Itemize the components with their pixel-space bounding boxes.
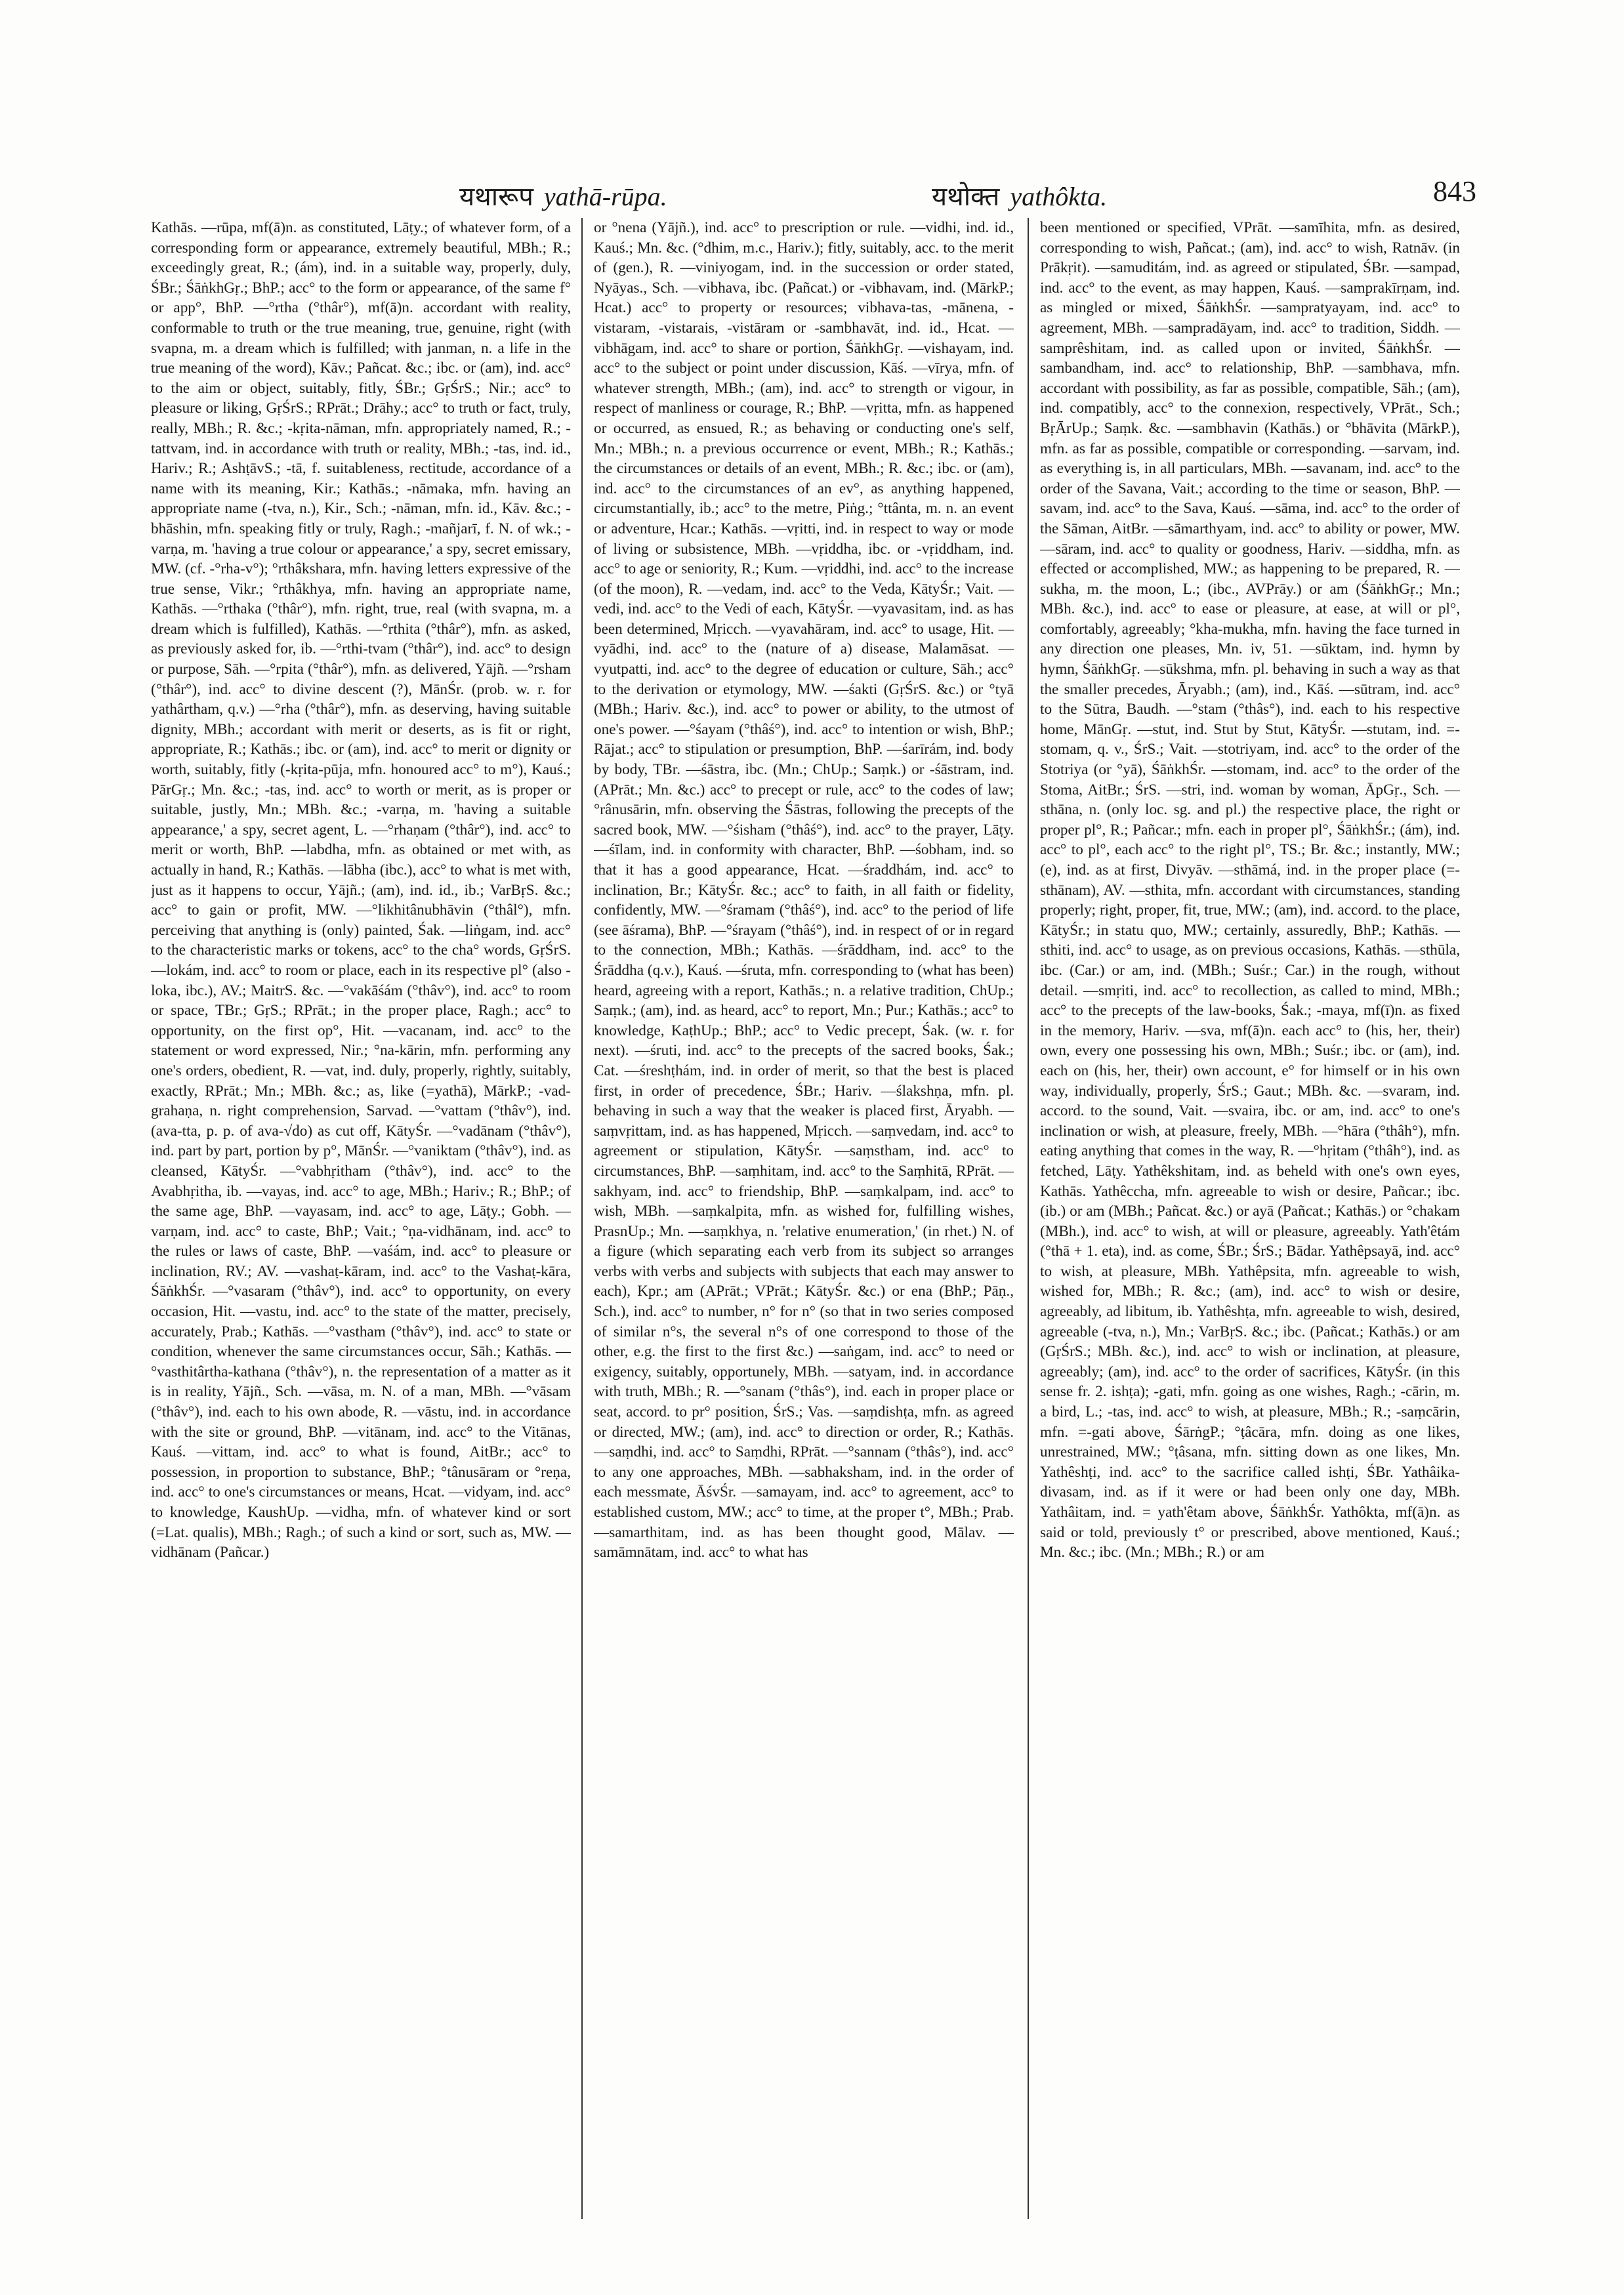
page-number: 843 [1433, 175, 1476, 207]
column-2 [594, 218, 1014, 2232]
column-divider [1028, 218, 1029, 2219]
column-divider [581, 218, 583, 2219]
column-3-text: been mentioned or specified, VPrāt. —samīhita, mfn. as desired, corresponding to wish, Pañcat.; (am), ind. acc° to wish, Ratnāv. (in Prākṛit). —samuditám, ind. as agreed or stipulated, ŚBr. —sampad, ind. acc° to the event, as may happen, Kauś. —samprakīrṇam, ind. as mingled or mixed, ŚāṅkhŚr. —sampratyayam, ind. acc° to agreement, MBh. —sampradāyam, ind. acc° to tradition, Siddh. —samprêshitam, ind. as called upon or invited, ŚāṅkhŚr. —sambandham, ind. acc° to relationship, BhP. —sambhava, mfn. accordant with possibility, as far as possible, compatible, Sāh.; (am), ind. compatibly, acc° to the connexion, respectively, VPrāt., Sch.; BṛĀrUp.; Saṃk. &c. —sambhavin (Kathās.) or °bhāvita (MārkP.), mfn. as far as possible, compatible or corresponding. —sarvam, ind. as everything is, in all particulars, MBh. —savanam, ind. acc° to the order of the Savana, Vait.; according to the time or season, BhP. —savam, ind. acc° to the Sava, Kauś. —sāma, ind. acc° to the order of the Sāman, AitBr. —sāmarthyam, ind. acc° to ability or power, MW. —sāram, ind. acc° to quality or goodness, Hariv. —siddha, mfn. as effected or accomplished, MW.; as happening to be prepared, R. —sukha, m. the moon, L.; (ibc., AVPrāy.) or am (ŚāṅkhGṛ.; Mn.; MBh. &c.), ind. acc° to ease or pleasure, at ease, at will or pl°, comfortably, agreeably; °kha-mukha, mfn. having the face turned in any direction one pleases, Mn. iv, 51. —sūktam, ind. hymn by hymn, ŚāṅkhGṛ. —sūkshma, mfn. pl. behaving in such a way as that the smaller precedes, Āryabh.; (am), ind., Kāś. —sūtram, ind. acc° to the Sūtra, Baudh. —°stam (°thâs°), ind. each to his respective home, MānGṛ. —stut, ind. Stut by Stut, KātyŚr. —stutam, ind. =-stomam, q. v., ŚrS.; Vait. —stotriyam, ind. acc° to the order of the Stotriya (or °yā), ŚāṅkhŚr. —stomam, ind. acc° to the order of the Stoma, AitBr.; ŚrS. —stri, ind. woman by woman, ĀpGṛ., Sch. —sthāna, n. (only loc. sg. and pl.) the respective place, the right or proper pl°, R.; Pañcar.; mfn. each in proper pl°, ŚāṅkhŚr.; (ám), ind. acc° to pl°, each acc° to the right pl°, TS.; Br. &c.; instantly, MW.; (e), ind. as at first, Divyāv. —sthāmá, ind. in the proper place (=-sthānam), AV. —sthita, mfn. accordant with circumstances, standing properly; right, proper, fit, true, MW.; (am), ind. accord. to the place, KātyŚr.; in statu quo, MW.; certainly, assuredly, BhP.; Kathās. —sthiti, ind. acc° to usage, as on previous occasions, Kathās. —sthūla, ibc. (Car.) or am, ind. (MBh.; Suśr.; Car.) in the rough, without detail. —smṛiti, ind. acc° to recollection, as called to mind, MBh.; acc° to the precepts of the law-books, Śak.; -maya, mf(ī)n. as fixed in the memory, Hariv. —sva, mf(ā)n. each acc° to (his, her, their) own, every one possessing his own, MBh.; Suśr.; ibc. or (am), ind. each on (his, her, their) own account, e° for himself or in his own way, individually, properly, ŚrS.; Gaut.; MBh. &c. —svaram, ind. accord. to the sound, Vait. —svaira, ibc. or am, ind. acc° to one's inclination or wish, at pleasure, freely, MBh. —°hāra (°thâh°), mfn. eating anything that comes in the way, R. —°hṛitam (°thâh°), ind. as fetched, Lāṭy. Yathêkshitam, ind. as beheld with one's own eyes, Kathās. Yathêccha, mfn. agreeable to wish or desire, Pañcar.; ibc. (ib.) or am (MBh.; Pañcat. &c.) or ayā (Pañcat.; Kathās.) or °chakam (MBh.), ind. acc° to wish, at will or pleasure, agreeably. Yath'êtám (°thā + 1. eta), ind. as come, ŚBr.; ŚrS.; Bādar. Yathêpsayā, ind. acc° to wish, at pleasure, MBh. Yathêpsita, mfn. agreeable to wish, wished for, MBh.; R. &c.; (am), ind. acc° to wish or desire, agreeably, ad libitum, ib. Yathêshṭa, mfn. agreeable to wish, desired, agreeable (-tva, n.), Mn.; VarBṛS. &c.; ibc. (Pañcat.; Kathās.) or am (GṛŚrS.; MBh. &c.), ind. acc° to wish or inclination, at pleasure, agreeably; (am), ind. acc° to the order of sacrifices, KātyŚr. (in this sense fr. 2. ishṭa); -gati, mfn. going as one wishes, Ragh.; -cārin, m. a bird, L.; -tas, ind. acc° to wish, at pleasure, MBh.; R.; -saṃcārin, mfn. =-gati above, ŚārṅgP.; °ṭâcāra, mfn. doing as one likes, unrestrained, MW.; °ṭâsana, mfn. sitting down as one likes, Mn. Yathêshṭi, ind. acc° to the sacrifice called ishṭi, ŚBr. Yathâika-divasam, ind. as if it were or had been only one day, MBh. Yathâitam, ind. = yath'êtam above, ŚāṅkhŚr. Yathôkta, mf(ā)n. as said or told, previously t° or prescribed, above mentioned, Kauś.; Mn. &c.; ibc. (Mn.; MBh.; R.) or am [1040, 219, 1460, 1561]
left-headword [459, 177, 667, 213]
column-2-text: or °nena (Yājñ.), ind. acc° to prescription or rule. —vidhi, ind. id., Kauś.; Mn. &c. (°dhim, m.c., Hariv.); fitly, suitably, acc. to the merit of (gen.), R. —viniyogam, ind. in the succession or order stated, Nyāyas., Sch. —vibhava, ibc. (Pañcat.) or -vibhavam, ind. (MārkP.; Hcat.) acc° to property or resources; vibhava-tas, -mānena, -vistaram, -vistarais, -vistāram or -sambhavāt, ind. id., Hcat. —vibhāgam, ind. acc° to share or portion, ŚāṅkhGṛ. —vishayam, ind. acc° to the subject or point under discussion, Kāś. —vīrya, mfn. of whatever strength, MBh.; (am), ind. acc° to strength or vigour, in respect of manliness or courage, R.; BhP. —vṛitta, mfn. as happened or occurred, as ensued, R.; as behaving or conducting one's self, Mn.; MBh.; n. a previous occurrence or event, MBh.; R.; Kathās.; the circumstances or details of an event, MBh.; R. &c.; ibc. or (am), ind. acc° to the circumstances of an ev°, as anything happened, circumstantially, ib.; acc° to the metre, Piṅg.; °ttânta, m. n. an event or adventure, Hcar.; Kathās. —vṛitti, ind. in respect to way or mode of living or subsistence, MBh. —vṛiddha, ibc. or -vṛiddham, ind. acc° to age or seniority, R.; Kum. —vṛiddhi, ind. acc° to the increase (of the moon), R. —vedam, ind. acc° to the Veda, KātyŚr.; Vait. —vedi, ind. acc° to the Vedi of each, KātyŚr. —vyavasitam, ind. as has been determined, Mṛicch. —vyavahāram, ind. acc° to usage, Hit. —vyādhi, ind. acc° to the (nature of a) disease, Malamāsat. —vyutpatti, ind. acc° to the degree of education or culture, Sāh.; acc° to the derivation or etymology, MW. —śakti (GṛŚrS. &c.) or °tyā (MBh.; Hariv. &c.), ind. acc° to power or ability, to the utmost of one's power. —°śayam (°thâś°), ind. acc° to intention or wish, BhP.; Rājat.; acc° to stipulation or presumption, BhP. —śarīrám, ind. body by body, TBr. —śāstra, ibc. (Mn.; ChUp.; Saṃk.) or -śāstram, ind. (APrāt.; Mn. &c.) acc° to precept or rule, acc° to the codes of law; °rânusārin, mfn. observing the Śāstras, following the precepts of the sacred book, MW. —°śisham (°thâś°), ind. acc° to the prayer, Lāṭy. —śīlam, ind. in conformity with character, BhP. —śobham, ind. so that it has a good appearance, Hcat. —śraddhám, ind. acc° to inclination, Br.; KātyŚr. &c.; acc° to faith, in all faith or fidelity, confidently, MW. —°śramam (°thâś°), ind. acc° to the period of life (see āśrama), BhP. —°śrayam (°thâś°), ind. in respect of or in regard to the connection, MBh.; Kathās. —śrāddham, ind. acc° to the Śrāddha (q.v.), Kauś. —śruta, mfn. corresponding to (what has been) heard, agreeing with a report, Kathās.; n. a relative tradition, ChUp.; Saṃk.; (am), ind. as heard, acc° to report, Mn.; Pur.; Kathās.; acc° to knowledge, KaṭhUp.; BhP.; acc° to Vedic precept, Śak. (w. r. for next). —śruti, ind. acc° to the precepts of the sacred books, Śak.; Cat. —śreshṭhám, ind. in order of merit, so that the best is placed first, in order of precedence, ŚBr.; Hariv. —ślakshṇa, mfn. pl. behaving in such a way that the weaker is placed first, Āryabh. —saṃvṛittam, ind. as has happened, Mṛicch. —saṃvedam, ind. acc° to agreement or stipulation, KātyŚr. —saṃstham, ind. acc° to circumstances, BhP. —saṃhitam, ind. acc° to the Saṃhitā, RPrāt. —sakhyam, ind. acc° to friendship, BhP. —saṃkalpam, ind. acc° to wish, MBh. —saṃkalpita, mfn. as wished for, fulfilling wishes, PrasnUp.; Mn. —saṃkhya, n. 'relative enumeration,' (in rhet.) N. of a figure (which separating each verb from its subject so arranges verbs with verbs and subjects with subjects that each may answer to each), Kpr.; am (APrāt.; VPrāt.; KātyŚr. &c.) or ena (BhP.; Pāṇ., Sch.), ind. acc° to number, n° for n° (so that in two series composed of similar n°s, the several n°s of one correspond to those of the other, e.g. the first to the first &c.) —saṅgam, ind. acc° to need or exigency, suitably, opportunely, MBh. —satyam, ind. in accordance with truth, MBh.; R. —°sanam (°thâs°), ind. each in proper place or seat, accord. to pr° position, ŚrS.; Vas. —saṃdishṭa, mfn. as agreed or directed, MW.; (am), ind. acc° to direction or order, R.; Kathās. —saṃdhi, ind. acc° to Saṃdhi, RPrāt. —°sannam (°thâs°), ind. acc° to any one approaches, MBh. —sabhaksham, ind. in the order of each messmate, ĀśvŚr. —samayam, ind. acc° to agreement, acc° to established custom, MW.; acc° to time, at the proper t°, MBh.; Prab. —samarthitam, ind. as has been thought good, Mālav. —samāmnātam, ind. acc° to what has [594, 219, 1014, 1561]
left-headword-transliteration: yathā-rūpa. [543, 182, 667, 211]
right-headword-transliteration: yathôkta. [1010, 182, 1108, 211]
page-header [151, 172, 1476, 218]
right-headword [932, 177, 1107, 213]
column-1 [151, 218, 571, 2232]
right-headword-devanagari: यथोक्त [932, 182, 1000, 211]
column-1-text: Kathās. —rūpa, mf(ā)n. as constituted, Lāṭy.; of whatever form, of a corresponding form or appearance, extremely beautiful, MBh.; R.; exceedingly great, R.; (ám), ind. in a suitable way, properly, duly, ŚBr.; ŚāṅkhGṛ.; BhP.; acc° to the form or appearance, of the same f° or app°, BhP. —°rtha (°thâr°), mf(ā)n. accordant with reality, conformable to truth or the true meaning, true, genuine, right (with svapna, m. a dream which is fulfilled; with janman, n. a life in the true meaning of the word), Kāv.; Pañcat. &c.; ibc. or (am), ind. acc° to the aim or object, suitably, fitly, ŚBr.; GṛŚrS.; Nir.; acc° to pleasure or liking, GṛŚrS.; RPrāt.; Drāhy.; acc° to truth or fact, truly, really, MBh.; R. &c.; -kṛita-nāman, mfn. appropriately named, R.; -tattvam, ind. in accordance with truth or reality, MBh.; -tas, ind. id., Hariv.; R.; AshṭāvS.; -tā, f. suitableness, rectitude, accordance of a name with its meaning, Kir.; Kathās.; -nāmaka, mfn. having an appropriate name (-tva, n.), Kir., Sch.; -nāman, mfn. id., Kāv. &c.; -bhāshin, mfn. speaking fitly or truly, Ragh.; -mañjarī, f. N. of wk.; -varṇa, m. 'having a true colour or appearance,' a spy, secret emissary, MW. (cf. -°rha-v°); °rthâkshara, mfn. having letters expressive of the true sense, Vikr.; °rthâkhya, mfn. having an appropriate name, Kathās. —°rthaka (°thâr°), mfn. right, true, real (with svapna, m. a dream which is fulfilled), Kathās. —°rthita (°thâr°), mfn. as asked, as previously asked for, ib. —°rthi-tvam (°thâr°), ind. acc° to design or purpose, Sāh. —°rpita (°thâr°), mfn. as delivered, Yājñ. —°rsham (°thâr°), ind. acc° to divine descent (?), MānŚr. (prob. w. r. for yathârtham, q.v.) —°rha (°thâr°), mfn. as deserving, having suitable dignity, MBh.; accordant with merit or deserts, as is fit or right, appropriate, R.; Kathās.; ibc. or (am), ind. acc° to merit or dignity or worth, suitably, fitly (-kṛita-pūja, mfn. honoured acc° to m°), Kauś.; PārGṛ.; Mn. &c.; -tas, ind. acc° to worth or merit, as is proper or suitable, justly, Mn.; MBh. &c.; -varṇa, m. 'having a suitable appearance,' a spy, secret agent, L. —°rhaṇam (°thâr°), ind. acc° to merit or worth, BhP. —labdha, mfn. as obtained or met with, as actually in hand, R.; Kathās. —lābha (ibc.), acc° to what is met with, just as it happens to occur, Yājñ.; (am), ind. id., ib.; VarBṛS. &c.; acc° to gain or profit, MW. —°likhitânubhāvin (°thâl°), mfn. perceiving that anything is (only) painted, Śak. —liṅgam, ind. acc° to the characteristic marks or tokens, acc° to the cha° words, GṛŚrS. —lokám, ind. acc° to room or place, each in its respective pl° (also -loka, ibc.), AV.; MaitrS. &c. —°vakāśám (°thâv°), ind. acc° to room or space, TBr.; GṛS.; RPrāt.; in the proper place, Ragh.; acc° to opportunity, on the first op°, Hit. —vacanam, ind. acc° to the statement or word expressed, Nir.; °na-kārin, mfn. performing any one's orders, obedient, R. —vat, ind. duly, properly, rightly, suitably, exactly, RPrāt.; Mn.; MBh. &c.; as, like (=yathā), MārkP.; -vad-grahaṇa, n. right comprehension, Sarvad. —°vattam (°thâv°), ind. (ava-tta, p. p. of ava-√do) as cut off, KātyŚr. —°vadānam (°thâv°), ind. part by part, portion by p°, MānŚr. —°vaniktam (°thâv°), ind. as cleansed, KātyŚr. —°vabhṛitham (°thâv°), ind. acc° to the Avabhṛitha, ib. —vayas, ind. acc° to age, MBh.; Hariv.; R.; BhP.; of the same age, BhP. —vayasam, ind. acc° to age, Lāṭy.; Gobh. —varṇam, ind. acc° to caste, BhP.; Vait.; °ṇa-vidhānam, ind. acc° to the rules or laws of caste, BhP. —vaśám, ind. acc° to pleasure or inclination, RV.; AV. —vashaṭ-kāram, ind. acc° to the Vashaṭ-kāra, ŚāṅkhŚr. —°vasaram (°thâv°), ind. acc° to opportunity, on every occasion, Hit. —vastu, ind. acc° to the state of the matter, precisely, accurately, Prab.; Kathās. —°vastham (°thâv°), ind. acc° to state or condition, whenever the same circumstances occur, Sāh.; Kathās. —°vasthitârtha-kathana (°thâv°), n. the representation of a matter as it is in reality, Yājñ., Sch. —vāsa, m. N. of a man, MBh. —°vāsam (°thâv°), ind. each to his own abode, R. —vāstu, ind. in accordance with the site or ground, BhP. —vitānam, ind. acc° to the Vitānas, Kauś. —vittam, ind. acc° to what is found, AitBr.; acc° to possession, in proportion to substance, BhP.; °tânusāram or °reṇa, ind. acc° to one's circumstances or means, Hcat. —vidyam, ind. acc° to knowledge, KaushUp. —vidha, mfn. of whatever kind or sort (=Lat. qualis), MBh.; Ragh.; of such a kind or sort, such as, MW. —vidhānam (Pañcar.) [151, 219, 571, 1561]
left-headword-devanagari: यथारूप [459, 182, 533, 211]
column-3 [1040, 218, 1460, 2232]
